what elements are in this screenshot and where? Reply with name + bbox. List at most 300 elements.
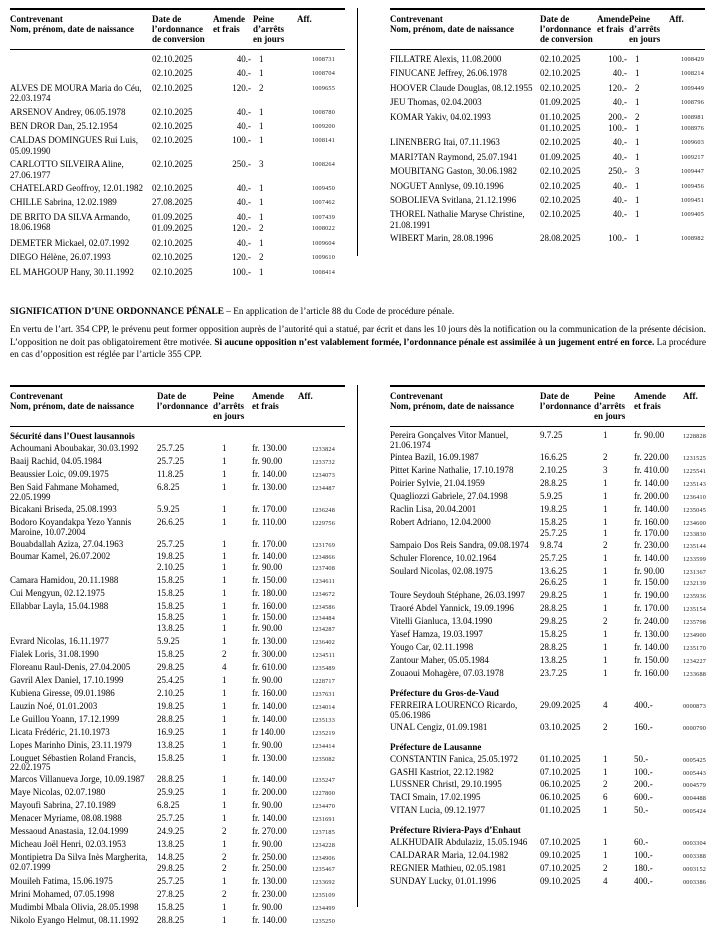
order-date: 28.8.25	[157, 713, 184, 724]
table-row	[10, 602, 345, 634]
arrest-days: 1	[259, 68, 264, 79]
header-line: Nom, prénom, date de naissance	[10, 24, 134, 34]
order-line	[157, 637, 345, 648]
order-line	[152, 252, 345, 263]
order-date: 26.6.25	[540, 577, 567, 588]
header-cell	[634, 391, 683, 421]
order-line	[152, 121, 345, 132]
arrest-days: 1	[603, 603, 608, 614]
order-lines	[157, 775, 345, 786]
table-body	[10, 431, 345, 927]
fine-amount: fr. 140.00	[252, 468, 287, 479]
conversion-table-left	[10, 8, 345, 281]
order-line	[157, 689, 345, 700]
order-date: 01.09.2025	[540, 151, 581, 162]
offender-name: Cui Mengyun, 02.12.1975	[10, 588, 105, 599]
table-row	[390, 604, 705, 615]
order-lines	[540, 656, 707, 667]
header-cell	[213, 391, 252, 421]
order-lines	[540, 152, 705, 163]
order-line	[540, 181, 705, 192]
case-ref: 1232139	[683, 580, 707, 588]
order-line	[157, 814, 345, 825]
order-lines	[157, 877, 345, 888]
fine-amount: fr. 190.00	[634, 590, 669, 601]
table-row	[10, 775, 345, 786]
order-lines	[540, 54, 705, 65]
case-ref: 1008981	[680, 113, 704, 121]
header-cell	[253, 14, 297, 44]
order-lines	[152, 197, 345, 208]
order-date: 26.6.25	[157, 516, 184, 527]
order-date: 5.9.25	[157, 503, 180, 514]
order-line	[540, 755, 707, 766]
table-body	[390, 431, 705, 888]
offender-name: Micheau Joël Henri, 02.03.1953	[10, 839, 126, 850]
order-line	[540, 604, 707, 615]
arrest-days: 6	[603, 792, 608, 803]
fine-amount: fr. 270.00	[252, 826, 287, 837]
order-lines	[540, 466, 707, 477]
case-ref: 1008780	[311, 108, 335, 116]
table-row	[390, 453, 705, 464]
order-line	[157, 676, 345, 687]
header-cell	[213, 14, 253, 44]
header-line: l’ordonnance	[540, 401, 592, 411]
case-ref: 1007439	[311, 213, 335, 221]
arrest-days: 1	[603, 553, 608, 564]
order-line	[157, 788, 345, 799]
order-lines	[540, 877, 707, 888]
table-row	[10, 741, 345, 752]
fine-amount: fr. 90.00	[252, 800, 283, 811]
table-row	[390, 669, 705, 680]
order-line	[157, 801, 345, 812]
header-line: Date de	[540, 14, 570, 24]
case-ref: 1009447	[680, 168, 704, 176]
order-lines	[540, 181, 705, 192]
case-ref: 0000790	[683, 724, 707, 732]
fine-amount: fr. 130.00	[634, 629, 669, 640]
order-lines	[540, 112, 705, 135]
ordonnance-table-right	[390, 385, 705, 890]
order-date: 02.10.2025	[540, 54, 581, 64]
fine-amount: 120.-	[232, 82, 251, 93]
fine-amount: fr. 150.00	[634, 655, 669, 666]
order-date: 03.10.2025	[540, 721, 581, 732]
case-ref: 1235154	[683, 606, 707, 614]
order-date: 25.7.25	[157, 443, 184, 453]
case-ref: 1231525	[683, 454, 707, 462]
arrest-days: 2	[603, 863, 608, 874]
header-line: d’arrêts	[253, 24, 284, 34]
table-row	[390, 97, 705, 108]
case-ref: 1008141	[311, 137, 335, 145]
fine-amount: fr. 140.00	[634, 553, 669, 564]
arrest-days: 1	[222, 713, 227, 724]
order-lines	[540, 195, 705, 206]
order-lines	[157, 540, 345, 551]
case-ref: 1234287	[311, 625, 335, 633]
fine-amount: fr. 300.00	[252, 648, 287, 659]
header-line: Amende	[634, 391, 666, 401]
order-line	[540, 793, 707, 804]
offender-name: DIEGO Hélène, 26.07.1993	[10, 252, 111, 263]
order-lines	[157, 602, 345, 634]
order-date: 6.8.25	[157, 800, 180, 811]
header-line: Contrevenant	[10, 14, 63, 24]
order-line	[540, 723, 707, 734]
case-ref: 1009405	[680, 211, 704, 219]
header-line: en jours	[213, 411, 245, 421]
order-date: 14.8.25	[157, 852, 184, 863]
case-ref: 1007462	[311, 199, 335, 207]
header-line: Amende	[597, 14, 629, 24]
arrest-days: 1	[259, 237, 264, 248]
fine-amount: fr. 150.00	[252, 575, 287, 586]
order-line	[540, 643, 707, 654]
order-line	[157, 444, 345, 455]
order-date: 02.10.2025	[540, 137, 581, 148]
offender-name: DE BRITO DA SILVA Armando, 18.06.1968	[10, 211, 131, 233]
arrest-days: 1	[222, 468, 227, 479]
order-line	[540, 453, 707, 464]
column-divider-top	[357, 8, 358, 256]
fine-amount: 400.-	[634, 876, 653, 887]
offender-name: Nikolo Eyango Helmut, 08.11.1992	[10, 915, 139, 926]
case-ref: 1235170	[683, 645, 707, 653]
order-lines	[540, 780, 707, 791]
table-row	[10, 518, 345, 538]
order-date: 19.8.25	[157, 700, 184, 711]
order-date: 29.09.2025	[540, 699, 581, 710]
arrest-days: 1	[635, 123, 640, 134]
table-row	[10, 814, 345, 825]
table-row	[10, 457, 345, 468]
offender-name: CONSTANTIN Fanica, 25.05.1972	[390, 753, 519, 764]
offender-name: FERREIRA LOURENCO Ricardo, 05.06.1986	[390, 699, 518, 720]
fine-amount: 120.-	[232, 223, 251, 234]
conversion-table-right	[390, 8, 705, 248]
arrest-days: 1	[222, 902, 227, 913]
table-row	[390, 195, 705, 206]
offender-name: Yougo Car, 02.11.1998	[390, 642, 474, 653]
order-lines	[157, 689, 345, 700]
order-date: 02.10.2025	[540, 68, 581, 79]
table-row	[390, 723, 705, 734]
case-ref: 1008704	[311, 70, 335, 78]
case-ref: 1235045	[683, 506, 707, 514]
order-line	[540, 195, 705, 206]
case-ref: 1009456	[680, 182, 704, 190]
order-date: 01.10.2025	[540, 805, 581, 816]
order-lines	[540, 97, 705, 108]
case-ref: 1237185	[311, 829, 335, 837]
order-lines	[157, 788, 345, 799]
order-date: 13.8.25	[540, 655, 567, 666]
order-date: 02.10.2025	[152, 54, 193, 64]
fine-amount: fr. 140.00	[634, 503, 669, 514]
table-header	[10, 12, 345, 50]
offender-name: BEN DROR Dan, 25.12.1954	[10, 121, 118, 132]
header-cell	[390, 14, 540, 44]
order-line	[157, 589, 345, 600]
fine-amount: fr. 230.00	[634, 540, 669, 551]
order-line	[157, 702, 345, 713]
case-ref: 0005425	[683, 756, 707, 764]
fine-amount: 120.-	[608, 82, 627, 93]
case-ref: 0003304	[683, 840, 707, 848]
header-line: Contrevenant	[390, 14, 443, 24]
order-date: 25.7.25	[157, 538, 184, 549]
table-row	[10, 689, 345, 700]
order-date: 01.09.2025	[152, 211, 193, 222]
fine-amount: fr. 170.00	[634, 603, 669, 614]
offender-name: FILLATRE Alexis, 11.08.2000	[390, 54, 502, 64]
table-row	[10, 540, 345, 551]
case-ref: 0000873	[683, 702, 707, 710]
order-line	[157, 457, 345, 468]
order-date: 27.8.25	[157, 889, 184, 900]
case-ref: 1009604	[311, 239, 335, 247]
table-row	[10, 728, 345, 739]
header-cell	[629, 14, 669, 44]
fine-amount: fr. 90.00	[252, 674, 283, 685]
offender-name: ALKHUDAIR Abdulaziz, 15.05.1946	[390, 837, 528, 848]
order-lines	[152, 121, 345, 132]
order-line	[157, 518, 345, 529]
fine-amount: 40.-	[236, 54, 251, 64]
order-date: 28.8.25	[540, 603, 567, 614]
arrest-days: 1	[222, 622, 227, 633]
case-ref: 1008796	[680, 99, 704, 107]
fine-amount: 200.-	[608, 111, 627, 122]
fine-amount: fr. 200.00	[252, 787, 287, 798]
case-ref: 1233599	[683, 556, 707, 564]
case-ref: 1008414	[311, 268, 335, 276]
offender-name: Ben Said Fahmane Mohamed, 22.05.1999	[10, 481, 119, 502]
offender-name: Menacer Myriame, 08.08.1988	[10, 813, 122, 824]
order-date: 25.7.25	[540, 527, 567, 538]
case-ref: 0003388	[683, 853, 707, 861]
table-row	[10, 676, 345, 687]
arrest-days: 1	[222, 813, 227, 824]
case-ref: 1234470	[311, 803, 335, 811]
case-ref: 1234487	[311, 484, 335, 492]
fine-amount: fr. 180.00	[252, 588, 287, 599]
offender-name: Baaij Rachid, 04.05.1984	[10, 455, 102, 466]
header-line: et frais	[252, 401, 279, 411]
order-line	[152, 107, 345, 118]
offender-name: MOUBITANG Gaston, 30.06.1982	[390, 166, 518, 177]
offender-name: Quagliozzi Gabriele, 27.04.1998	[390, 490, 508, 501]
offender-name: LUSSNER Christl, 29.10.1995	[390, 779, 502, 790]
order-line	[540, 617, 707, 628]
arrest-days: 1	[603, 490, 608, 501]
fine-amount: fr. 170.00	[634, 527, 669, 538]
order-line	[540, 505, 707, 516]
arrest-days: 1	[259, 135, 264, 146]
table-row	[10, 650, 345, 661]
order-date: 15.8.25	[540, 629, 567, 640]
notice-body-part2: La procédure en cas d’opposition est réglée par l’article 355 CPP.	[10, 337, 706, 361]
order-date: 29.8.25	[157, 863, 184, 874]
order-date: 13.8.25	[157, 622, 184, 633]
table-row	[10, 890, 345, 901]
header-line: Nom, prénom, date de naissance	[390, 24, 514, 34]
order-line	[157, 890, 345, 901]
header-line: Aff.	[298, 391, 313, 401]
table-row	[10, 903, 345, 914]
order-date: 29.8.25	[157, 661, 184, 672]
order-line	[540, 591, 707, 602]
order-line	[157, 754, 345, 765]
case-ref: 1235489	[311, 664, 335, 672]
order-line	[540, 768, 707, 779]
order-date: 28.8.25	[157, 774, 184, 785]
order-line	[157, 563, 345, 574]
table-row	[10, 663, 345, 674]
table-header	[390, 389, 705, 427]
arrest-days: 1	[603, 805, 608, 816]
case-ref: 1008976	[680, 125, 704, 133]
order-lines	[540, 851, 707, 862]
order-line	[540, 68, 705, 79]
arrest-days: 1	[222, 839, 227, 850]
table-row	[390, 617, 705, 628]
case-ref: 0005443	[683, 769, 707, 777]
order-lines	[157, 728, 345, 739]
header-line: Aff.	[683, 391, 698, 401]
table-row	[390, 152, 705, 163]
order-date: 25.4.25	[157, 674, 184, 685]
offender-name: Boumar Kamel, 26.07.2002	[10, 551, 111, 562]
offender-name: Soulard Nicolas, 02.08.1975	[390, 566, 493, 577]
table-row	[10, 840, 345, 851]
order-date: 9.8.74	[540, 540, 563, 551]
order-lines	[540, 137, 705, 148]
fine-amount: fr. 90.00	[252, 902, 283, 913]
order-lines	[157, 637, 345, 648]
notice-body-part1: En vertu de l’art. 354 CPP, le prévenu peut former opposition auprès de l’autorité qui a statué, par écrit et dans les 10 jours dès la notification ou la communication de la présente décision. L’opposition ne doit pas obligatoirement être motivée.	[10, 325, 706, 348]
table-row	[390, 643, 705, 654]
arrest-days: 2	[603, 540, 608, 551]
arrest-days: 2	[222, 648, 227, 659]
offender-name: Gavril Alex Daniel, 17.10.1999	[10, 674, 124, 685]
table-row	[10, 107, 345, 118]
order-lines	[152, 212, 345, 235]
order-date: 28.8.25	[540, 642, 567, 653]
offender-name: GASHI Kastriot, 22.12.1982	[390, 766, 494, 777]
case-ref: 1233830	[683, 530, 707, 538]
fine-amount: fr. 150.00	[634, 577, 669, 588]
fine-amount: fr. 130.00	[252, 443, 287, 453]
case-ref: 1009610	[311, 254, 335, 262]
case-ref: 1235144	[683, 543, 707, 551]
fine-amount: 160.-	[634, 721, 653, 732]
header-line: en jours	[253, 34, 285, 44]
table-row	[10, 197, 345, 208]
fine-amount: fr. 230.00	[252, 889, 287, 900]
fine-amount: 100.-	[232, 135, 251, 146]
case-ref: 0003152	[683, 866, 707, 874]
fine-amount: fr. 130.00	[252, 876, 287, 887]
order-line	[157, 613, 345, 624]
offender-name: Traoré Abdel Yannick, 19.09.1996	[390, 603, 514, 614]
offender-name: CARLOTTO SILVEIRA Aline, 27.06.1977	[10, 159, 124, 180]
header-line: en jours	[629, 34, 661, 44]
table-row	[10, 853, 345, 875]
order-lines	[540, 431, 707, 451]
order-lines	[540, 166, 705, 177]
table-row	[390, 780, 705, 791]
fine-amount: fr. 90.00	[252, 622, 283, 633]
arrest-days: 2	[603, 779, 608, 790]
offender-name: Le Guillou Yoann, 17.12.1999	[10, 713, 120, 724]
offender-name: Pintea Bazil, 16.09.1987	[390, 451, 479, 462]
order-lines	[157, 483, 345, 503]
fine-amount: fr. 410.00	[634, 464, 669, 475]
order-lines	[540, 209, 705, 230]
order-lines	[157, 840, 345, 851]
offender-name: Pittet Karine Nathalie, 17.10.1978	[390, 464, 514, 475]
table-row	[10, 637, 345, 648]
arrest-days: 2	[603, 451, 608, 462]
fine-amount: 40.-	[612, 68, 627, 79]
order-date: 02.10.2025	[152, 106, 193, 117]
order-date: 2.10.25	[157, 687, 184, 698]
order-line	[157, 916, 345, 927]
order-line	[540, 701, 707, 712]
arrest-days: 1	[259, 106, 264, 117]
case-ref: 1009451	[680, 197, 704, 205]
order-lines	[157, 890, 345, 901]
arrest-days: 2	[603, 721, 608, 732]
table-row	[390, 492, 705, 503]
table-row	[390, 591, 705, 602]
case-ref: 1236402	[311, 638, 335, 646]
order-date: 02.10.2025	[152, 159, 193, 170]
table-row	[10, 801, 345, 812]
case-ref: 1228828	[683, 433, 707, 440]
header-line: d’arrêts	[594, 401, 625, 411]
order-lines	[152, 238, 345, 249]
order-lines	[152, 183, 345, 194]
header-line: et frais	[634, 401, 661, 411]
fine-amount: fr. 130.00	[252, 635, 287, 646]
header-line: et frais	[213, 24, 240, 34]
case-ref: 1235467	[311, 866, 335, 874]
arrest-days: 1	[635, 68, 640, 79]
order-line	[152, 238, 345, 249]
offender-name: Louguet Sébastien Roland Francis, 22.02.1975	[10, 752, 136, 773]
order-lines	[157, 754, 345, 774]
table-row	[390, 518, 705, 540]
order-lines	[157, 505, 345, 516]
order-date: 02.10.2025	[152, 252, 193, 263]
order-date: 01.09.2025	[540, 97, 581, 108]
order-lines	[152, 252, 345, 263]
case-ref: 0003386	[683, 879, 707, 887]
fine-amount: fr. 90.00	[634, 566, 665, 577]
order-line	[157, 540, 345, 551]
header-cell	[152, 14, 213, 44]
order-lines	[540, 838, 707, 849]
order-line	[540, 97, 705, 108]
header-cell	[10, 14, 152, 44]
header-line: de conversion	[540, 34, 593, 44]
fine-amount: 400.-	[634, 699, 653, 710]
